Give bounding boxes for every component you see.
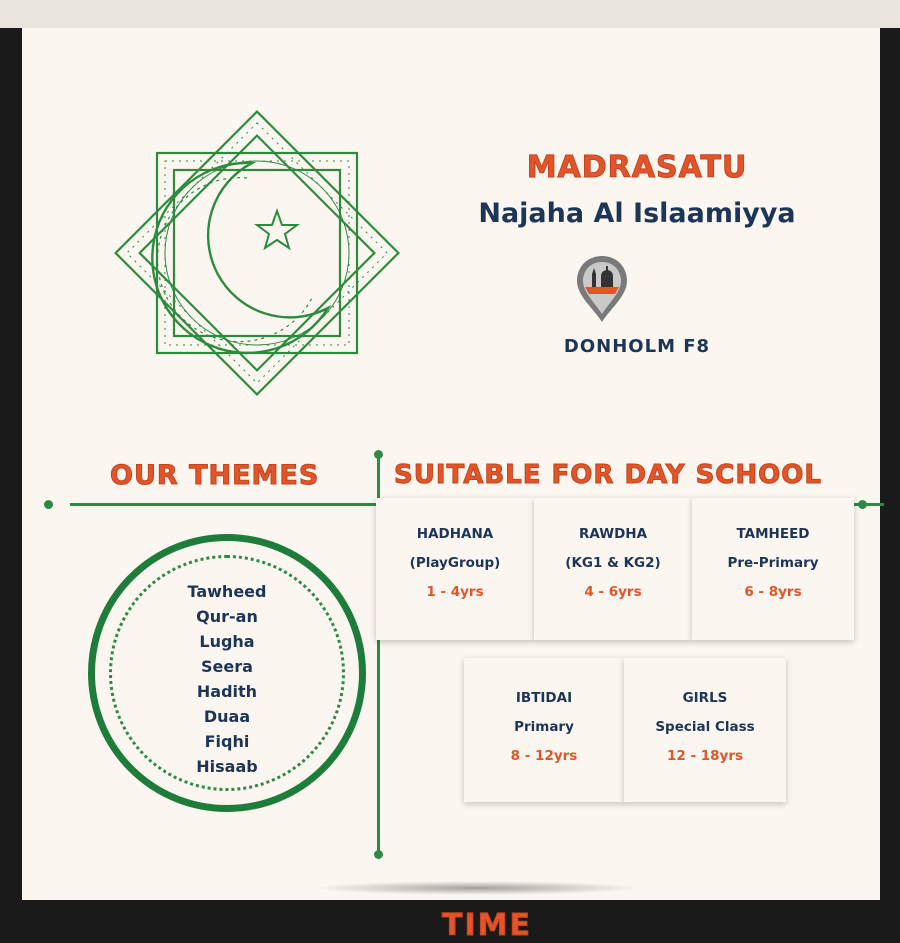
theme-item: Qur-an: [196, 607, 258, 626]
class-age: 12 - 18yrs: [666, 748, 744, 764]
location-label: DONHOLM F8: [563, 336, 711, 357]
class-card-hadhana: [376, 498, 534, 640]
theme-item: Seera: [201, 657, 253, 676]
theme-item: Hadith: [196, 682, 258, 701]
class-card-girls: [624, 658, 786, 802]
theme-item: Tawheed: [187, 582, 267, 601]
theme-item: Lugha: [199, 632, 255, 651]
class-name: IBTIDAI: [515, 690, 573, 706]
class-level: (KG1 & KG2): [565, 555, 661, 571]
top-bar: [0, 0, 900, 28]
class-level: Pre-Primary: [727, 555, 819, 571]
themes-heading: OUR THEMES: [110, 460, 320, 491]
theme-item: Hisaab: [196, 757, 258, 776]
class-card-rawdha: [534, 498, 692, 640]
poster: [22, 28, 880, 943]
school-title-line2: Najaha Al Islaamiyya: [478, 198, 796, 229]
suitable-heading: SUITABLE FOR DAY SCHOOL: [394, 460, 822, 490]
class-level: Primary: [514, 719, 574, 735]
class-name: TAMHEED: [736, 526, 810, 542]
divider-dot-left: [44, 500, 53, 509]
divider-dot-bottom: [374, 850, 383, 859]
school-title-line1: MADRASATU: [526, 150, 748, 185]
class-age: 1 - 4yrs: [426, 584, 484, 600]
class-name: HADHANA: [416, 526, 494, 542]
star-crescent-icon: [102, 98, 412, 408]
class-name: RAWDHA: [578, 526, 648, 542]
class-age: 8 - 12yrs: [510, 748, 578, 764]
section-divider-shadow: [312, 881, 642, 895]
divider-dot-top: [374, 450, 383, 459]
class-age: 4 - 6yrs: [584, 584, 642, 600]
divider-dot-right: [858, 500, 867, 509]
class-age: 6 - 8yrs: [744, 584, 802, 600]
class-card-ibtidai: [464, 658, 624, 802]
class-name: GIRLS: [682, 690, 728, 706]
class-level: Special Class: [655, 719, 755, 735]
theme-item: Fiqhi: [204, 732, 250, 751]
themes-list: [95, 579, 359, 779]
class-level: (PlayGroup): [409, 555, 501, 571]
location-pin-icon: [574, 254, 630, 324]
class-card-tamheed: [692, 498, 854, 640]
theme-item: Duaa: [203, 707, 251, 726]
themes-circle: [88, 534, 366, 812]
next-section-heading: TIME: [442, 908, 532, 943]
